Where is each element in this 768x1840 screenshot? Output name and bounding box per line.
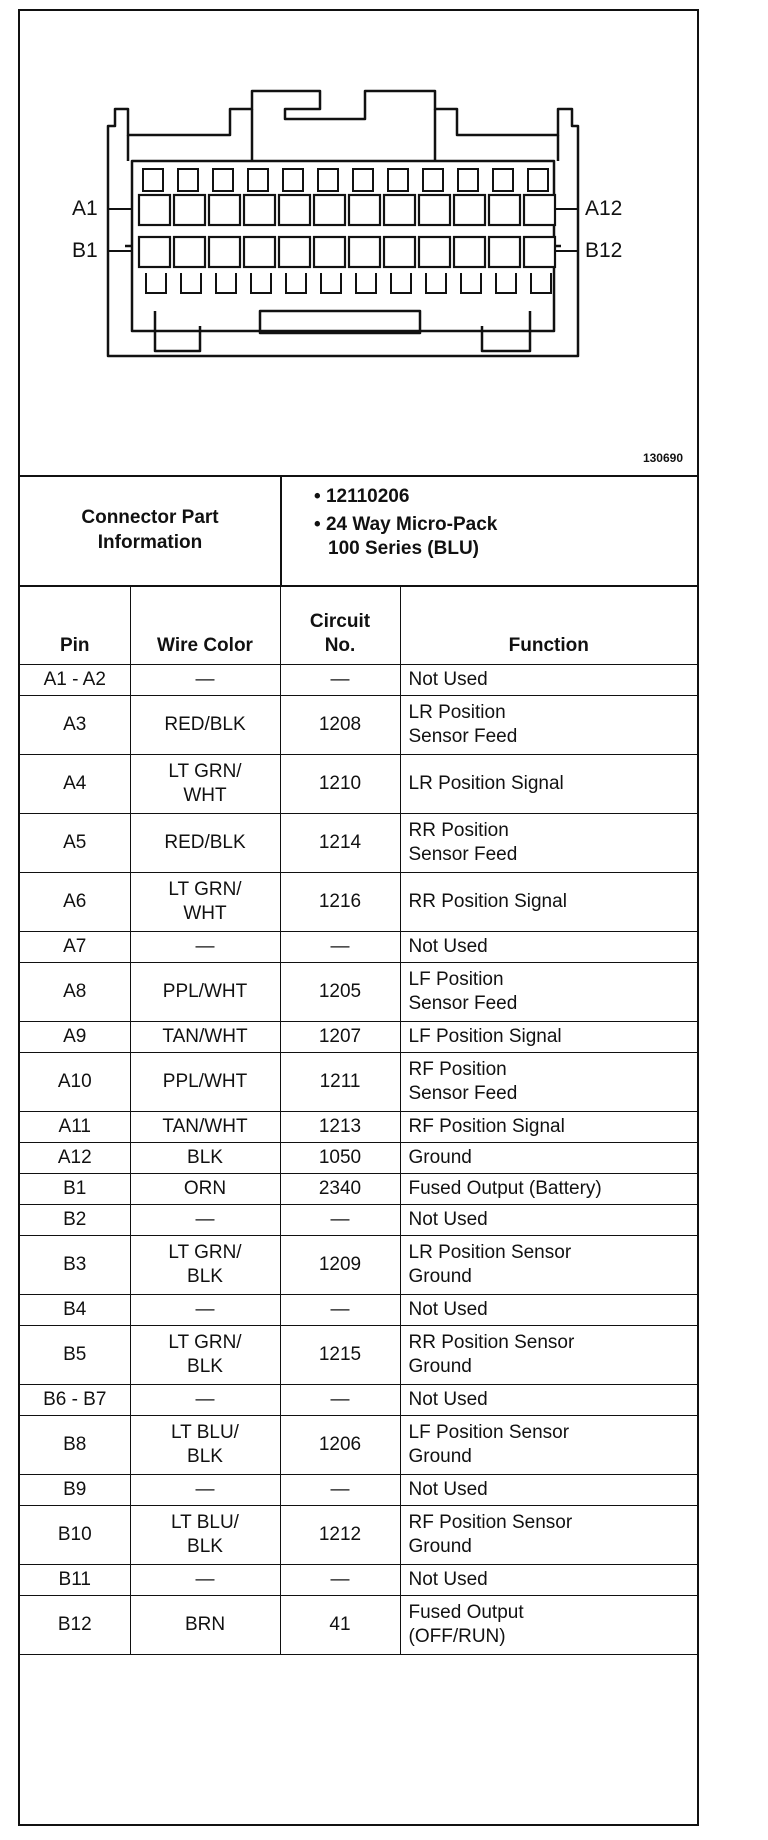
part-number-bullet: • 12110206 [314, 486, 410, 507]
function-line: RF Position [408, 1059, 507, 1080]
wire-color-line: — [195, 1479, 215, 1500]
function-cell [400, 1475, 697, 1506]
table-row [20, 1143, 697, 1174]
wire-color-line: BLK [187, 1446, 223, 1467]
wire-color-line: LT GRN/ [168, 1242, 242, 1263]
function-cell [400, 1326, 697, 1385]
pin-cell [20, 696, 130, 755]
function-line: Sensor Feed [408, 726, 518, 747]
wire-color-cell [130, 696, 280, 755]
part-number: 12110206 [325, 486, 410, 507]
table-row [20, 932, 697, 963]
pin-cell [20, 932, 130, 963]
function-cell [400, 932, 697, 963]
table-row [20, 1385, 697, 1416]
wire-color-cell [130, 1236, 280, 1295]
circuit-cell [280, 1416, 400, 1475]
connector-info-details [282, 485, 682, 565]
table-row [20, 814, 697, 873]
wire-color-cell [130, 1565, 280, 1596]
function-line: LF Position Sensor [408, 1422, 570, 1443]
pin-cell [20, 1053, 130, 1112]
heading-line-2: Information [97, 532, 203, 553]
circuit-number: 1216 [318, 891, 362, 912]
circuit-cell [280, 1385, 400, 1416]
pin-cell [20, 1205, 130, 1236]
pin-id: A10 [57, 1071, 92, 1092]
wire-color-cell [130, 963, 280, 1022]
pin-id: A1 - A2 [43, 669, 106, 690]
wire-color-line: WHT [183, 903, 227, 924]
pin-id: B10 [57, 1524, 92, 1545]
function-line: LR Position [408, 702, 506, 723]
pin-id: A6 [63, 891, 87, 912]
table-row [20, 696, 697, 755]
wire-color-cell [130, 1174, 280, 1205]
wire-color-line: BLK [187, 1147, 223, 1168]
pin-id: B6 - B7 [43, 1389, 107, 1410]
circuit-cell [280, 1205, 400, 1236]
function-line: Sensor Feed [408, 1083, 518, 1104]
pin-cell [20, 1236, 130, 1295]
table-row [20, 873, 697, 932]
circuit-number: 1207 [318, 1026, 362, 1047]
function-line: Ground [408, 1536, 472, 1557]
wire-color-cell [130, 1295, 280, 1326]
wire-color-line: BLK [187, 1536, 223, 1557]
pinout-table [20, 585, 697, 1655]
pin-id: A7 [63, 936, 87, 957]
wire-color-line: — [195, 936, 215, 957]
function-line: Ground [408, 1266, 472, 1287]
circuit-cell [280, 755, 400, 814]
circuit-number: — [330, 669, 350, 690]
pin-cell [20, 1295, 130, 1326]
heading-line-1: Connector Part [81, 507, 219, 528]
circuit-cell [280, 696, 400, 755]
pin-cell [20, 1385, 130, 1416]
wire-color-cell [130, 1385, 280, 1416]
wire-color-line: — [195, 669, 215, 690]
wire-color-cell [130, 873, 280, 932]
connector-info-heading [20, 475, 282, 585]
table-row [20, 963, 697, 1022]
circuit-number: 1050 [318, 1147, 362, 1168]
pin-id: A4 [63, 773, 87, 794]
table-row [20, 1326, 697, 1385]
wire-color-cell [130, 1022, 280, 1053]
function-cell [400, 873, 697, 932]
pin-id: B9 [63, 1479, 87, 1500]
circuit-number: 1212 [318, 1524, 362, 1545]
function-cell [400, 1596, 697, 1655]
circuit-number: 1214 [318, 832, 362, 853]
circuit-number: 1213 [318, 1116, 362, 1137]
table-row [20, 1565, 697, 1596]
function-line: Sensor Feed [408, 844, 518, 865]
wire-color-cell [130, 1112, 280, 1143]
pin-cell [20, 755, 130, 814]
circuit-cell [280, 1506, 400, 1565]
function-cell [400, 1174, 697, 1205]
table-row [20, 1236, 697, 1295]
function-line: Fused Output [408, 1602, 524, 1623]
wire-color-line: BLK [187, 1266, 223, 1287]
wire-color-line: LT BLU/ [171, 1422, 239, 1443]
circuit-number: 1208 [318, 714, 362, 735]
pin-id: B1 [63, 1178, 87, 1199]
wire-color-line: RED/BLK [164, 714, 246, 735]
wire-color-cell [130, 1143, 280, 1174]
function-line: RR Position Sensor [408, 1332, 575, 1353]
circuit-cell [280, 1236, 400, 1295]
table-row [20, 755, 697, 814]
pin-cell [20, 1565, 130, 1596]
function-line: Ground [408, 1446, 472, 1467]
function-cell [400, 1022, 697, 1053]
circuit-number: 1209 [318, 1254, 362, 1275]
header-circuit-line-2: No. [324, 635, 356, 656]
function-line: LR Position Sensor [408, 1242, 572, 1263]
function-line: RF Position Signal [408, 1116, 565, 1137]
pin-cell [20, 1596, 130, 1655]
pin-id: B4 [63, 1299, 87, 1320]
pin-id: B3 [63, 1254, 87, 1275]
label-b1: B1 [72, 239, 98, 262]
label-a1: A1 [72, 197, 98, 220]
wire-color-line: BLK [187, 1356, 223, 1377]
description-line-1: 24 Way Micro-Pack [325, 514, 498, 535]
wire-color-line: ORN [183, 1178, 227, 1199]
table-row [20, 1053, 697, 1112]
function-line: Not Used [408, 1479, 488, 1500]
function-line: Ground [408, 1147, 472, 1168]
wire-color-line: — [195, 1209, 215, 1230]
pin-cell [20, 1174, 130, 1205]
circuit-cell [280, 1295, 400, 1326]
pin-id: A8 [63, 981, 87, 1002]
table-row [20, 1112, 697, 1143]
table-row [20, 1205, 697, 1236]
circuit-cell [280, 1143, 400, 1174]
pin-cell [20, 814, 130, 873]
function-line: LR Position Signal [408, 773, 564, 794]
pin-id: B8 [63, 1434, 87, 1455]
circuit-number: 1211 [319, 1071, 361, 1092]
wire-color-cell [130, 1205, 280, 1236]
function-cell [400, 696, 697, 755]
pin-id: A9 [63, 1026, 87, 1047]
pin-cell [20, 1112, 130, 1143]
pin-cell [20, 1326, 130, 1385]
circuit-cell [280, 932, 400, 963]
circuit-number: 1206 [318, 1434, 362, 1455]
pin-id: A5 [63, 832, 87, 853]
wire-color-line: LT GRN/ [168, 879, 242, 900]
function-cell [400, 1506, 697, 1565]
circuit-number: 1215 [318, 1344, 362, 1365]
wire-color-line: TAN/WHT [162, 1026, 248, 1047]
circuit-number: 41 [329, 1614, 351, 1635]
circuit-cell [280, 1565, 400, 1596]
circuit-number: — [330, 1389, 350, 1410]
wire-color-line: LT GRN/ [168, 1332, 242, 1353]
circuit-number: 2340 [318, 1178, 362, 1199]
wire-color-cell [130, 1326, 280, 1385]
function-cell [400, 1112, 697, 1143]
figure-number: 130690 [642, 451, 683, 465]
circuit-number: — [330, 936, 350, 957]
function-line: (OFF/RUN) [408, 1626, 506, 1647]
circuit-cell [280, 873, 400, 932]
pin-cell [20, 665, 130, 696]
function-line: Not Used [408, 1299, 488, 1320]
function-line: RR Position Signal [408, 891, 567, 912]
function-cell [400, 814, 697, 873]
circuit-cell [280, 1475, 400, 1506]
table-row [20, 1174, 697, 1205]
function-cell [400, 1236, 697, 1295]
circuit-number: — [330, 1569, 350, 1590]
circuit-cell [280, 1596, 400, 1655]
header-circuit-line-1: Circuit [309, 611, 371, 632]
pin-cell [20, 1143, 130, 1174]
circuit-cell [280, 665, 400, 696]
function-line: Not Used [408, 1209, 488, 1230]
function-cell [400, 755, 697, 814]
circuit-number: 1205 [318, 981, 362, 1002]
circuit-cell [280, 1174, 400, 1205]
wire-color-cell [130, 1416, 280, 1475]
wire-color-cell [130, 1475, 280, 1506]
function-line: RF Position Sensor [408, 1512, 573, 1533]
table-row [20, 1475, 697, 1506]
pin-id: A12 [57, 1147, 92, 1168]
circuit-cell [280, 963, 400, 1022]
wire-color-line: LT GRN/ [168, 761, 242, 782]
function-line: Ground [408, 1356, 472, 1377]
circuit-number: — [330, 1299, 350, 1320]
pin-cell [20, 1506, 130, 1565]
connector-sheet [18, 9, 699, 1826]
header-pin: Pin [20, 586, 130, 665]
label-a12: A12 [585, 197, 623, 220]
table-row [20, 1506, 697, 1565]
circuit-number: — [330, 1209, 350, 1230]
circuit-cell [280, 1053, 400, 1112]
table-header-row [20, 586, 697, 665]
wire-color-line: WHT [183, 785, 227, 806]
table-row [20, 1416, 697, 1475]
wire-color-cell [130, 755, 280, 814]
pin-cell [20, 1416, 130, 1475]
function-cell [400, 963, 697, 1022]
table-row [20, 1596, 697, 1655]
function-cell [400, 1416, 697, 1475]
function-cell [400, 1205, 697, 1236]
wire-color-line: PPL/WHT [162, 1071, 248, 1092]
header-wire-color: Wire Color [130, 586, 280, 665]
function-cell [400, 1295, 697, 1326]
wire-color-cell [130, 1596, 280, 1655]
function-line: LF Position [408, 969, 504, 990]
function-line: Sensor Feed [408, 993, 518, 1014]
wire-color-line: — [195, 1389, 215, 1410]
wire-color-line: BRN [184, 1614, 226, 1635]
function-cell [400, 1385, 697, 1416]
circuit-cell [280, 1022, 400, 1053]
circuit-number: — [330, 1479, 350, 1500]
pin-id: B5 [63, 1344, 87, 1365]
function-cell [400, 1565, 697, 1596]
pinout-rows [20, 665, 697, 1655]
wire-color-line: RED/BLK [164, 832, 246, 853]
wire-color-cell [130, 1506, 280, 1565]
function-cell [400, 1053, 697, 1112]
description-line-2: 100 Series (BLU) [328, 538, 480, 559]
pin-cell [20, 1022, 130, 1053]
wire-color-cell [130, 932, 280, 963]
function-line: Not Used [408, 669, 488, 690]
pin-id: B2 [63, 1209, 87, 1230]
connector-part-info [20, 475, 697, 587]
circuit-cell [280, 814, 400, 873]
wire-color-cell [130, 665, 280, 696]
function-cell [400, 1143, 697, 1174]
pin-cell [20, 873, 130, 932]
pin-id: A3 [63, 714, 87, 735]
circuit-cell [280, 1326, 400, 1385]
wire-color-line: PPL/WHT [162, 981, 248, 1002]
function-line: Fused Output (Battery) [408, 1178, 602, 1199]
pin-cell [20, 963, 130, 1022]
function-line: Not Used [408, 936, 488, 957]
circuit-cell [280, 1112, 400, 1143]
connector-diagram [20, 11, 697, 477]
function-line: RR Position [408, 820, 509, 841]
function-line: Not Used [408, 1389, 488, 1410]
function-cell [400, 665, 697, 696]
wire-color-line: — [195, 1299, 215, 1320]
pin-id: A11 [58, 1116, 91, 1137]
pin-cell [20, 1475, 130, 1506]
wire-color-cell [130, 1053, 280, 1112]
table-row [20, 665, 697, 696]
table-row [20, 1022, 697, 1053]
pin-id: B12 [57, 1614, 92, 1635]
wire-color-line: — [195, 1569, 215, 1590]
label-b12: B12 [585, 239, 623, 262]
header-circuit [280, 586, 400, 665]
wire-color-cell [130, 814, 280, 873]
pin-id: B11 [58, 1569, 91, 1590]
wire-color-line: TAN/WHT [162, 1116, 248, 1137]
function-line: LF Position Signal [408, 1026, 562, 1047]
table-row [20, 1295, 697, 1326]
function-line: Not Used [408, 1569, 488, 1590]
header-function: Function [400, 586, 697, 665]
description-bullet: • 24 Way Micro-Pack 100 Series (BLU) [314, 514, 498, 559]
wire-color-line: LT BLU/ [171, 1512, 239, 1533]
circuit-number: 1210 [318, 773, 362, 794]
